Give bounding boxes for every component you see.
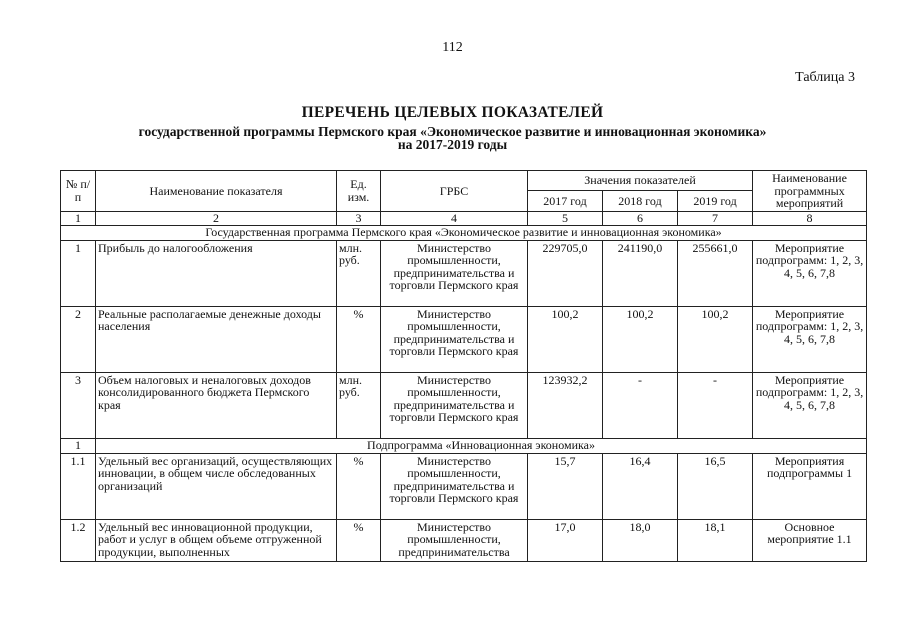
row-value-2019: 255661,0 (678, 240, 753, 306)
section-subprogram-title: Подпрограмма «Инновационная экономика» (96, 438, 867, 453)
table-row (61, 240, 867, 306)
col-number: 4 (381, 211, 528, 225)
row-value-2018: - (603, 372, 678, 438)
row-value-2018: 16,4 (603, 453, 678, 519)
row-unit: % (337, 453, 381, 519)
header-year-2019: 2019 год (678, 191, 753, 211)
table-row (61, 372, 867, 438)
col-number: 5 (528, 211, 603, 225)
row-num: 2 (61, 306, 96, 372)
column-number-row (61, 211, 867, 225)
row-grbs: Министерство промышленности, предпринимательства (381, 519, 528, 561)
subtitle-line-2: на 2017-2019 годы (397, 137, 508, 152)
section-program-title: Государственная программа Пермского края «Экономическое развитие и инновационная экономика» (61, 225, 867, 240)
row-value-2017: 100,2 (528, 306, 603, 372)
row-name: Удельный вес организаций, осуществляющих инновации, в общем числе обследованных организаций (96, 453, 337, 519)
subtitle-line-1: государственной программы Пермского края «Экономическое развитие и инновационная экономика» (138, 124, 767, 139)
row-events: Мероприятия подпрограммы 1 (753, 453, 867, 519)
col-number: 7 (678, 211, 753, 225)
header-values: Значения показателей (528, 171, 753, 191)
header-unit: Ед. изм. (337, 171, 381, 212)
row-unit: % (337, 306, 381, 372)
row-value-2018: 241190,0 (603, 240, 678, 306)
col-number: 6 (603, 211, 678, 225)
header-grbs: ГРБС (381, 171, 528, 212)
page-number: 112 (442, 40, 463, 55)
row-name: Объем налоговых и неналоговых доходов консолидированного бюджета Пермского края (96, 372, 337, 438)
col-number: 8 (753, 211, 867, 225)
row-value-2017: 123932,2 (528, 372, 603, 438)
row-grbs: Министерство промышленности, предпринимательства и торговли Пермского края (381, 240, 528, 306)
header-name: Наименование показателя (96, 171, 337, 212)
row-name: Прибыль до налогообложения (96, 240, 337, 306)
table-label: Таблица 3 (795, 70, 855, 85)
header-row-1 (61, 171, 867, 191)
row-grbs: Министерство промышленности, предпринимательства и торговли Пермского края (381, 453, 528, 519)
indicators-table (60, 170, 867, 562)
section-subprogram-num: 1 (61, 438, 96, 453)
table-row (61, 306, 867, 372)
header-events: Наименование программных мероприятий (753, 171, 867, 212)
table-row (61, 453, 867, 519)
row-num: 1 (61, 240, 96, 306)
col-number: 2 (96, 211, 337, 225)
row-name: Удельный вес инновационной продукции, работ и услуг в общем объеме отгруженной продукции, выполненных (96, 519, 337, 561)
row-value-2017: 229705,0 (528, 240, 603, 306)
row-name: Реальные располагаемые денежные доходы населения (96, 306, 337, 372)
header-year-2017: 2017 год (528, 191, 603, 211)
row-value-2019: - (678, 372, 753, 438)
row-events: Мероприятие подпрограмм: 1, 2, 3, 4, 5, 6, 7,8 (753, 372, 867, 438)
row-num: 1.1 (61, 453, 96, 519)
table-row (61, 519, 867, 561)
row-value-2017: 15,7 (528, 453, 603, 519)
document-subtitle (0, 125, 905, 151)
header-num: № п/п (61, 171, 96, 212)
row-value-2019: 18,1 (678, 519, 753, 561)
row-unit: млн. руб. (337, 372, 381, 438)
row-events: Мероприятие подпрограмм: 1, 2, 3, 4, 5, 6, 7,8 (753, 306, 867, 372)
row-unit: % (337, 519, 381, 561)
row-grbs: Министерство промышленности, предпринимательства и торговли Пермского края (381, 372, 528, 438)
row-grbs: Министерство промышленности, предпринимательства и торговли Пермского края (381, 306, 528, 372)
section-row-subprogram (61, 438, 867, 453)
col-number: 1 (61, 211, 96, 225)
row-value-2018: 100,2 (603, 306, 678, 372)
row-unit: млн. руб. (337, 240, 381, 306)
row-value-2019: 16,5 (678, 453, 753, 519)
row-value-2018: 18,0 (603, 519, 678, 561)
row-num: 3 (61, 372, 96, 438)
section-row-program (61, 225, 867, 240)
document-title: ПЕРЕЧЕНЬ ЦЕЛЕВЫХ ПОКАЗАТЕЛЕЙ (301, 104, 604, 121)
row-value-2017: 17,0 (528, 519, 603, 561)
col-number: 3 (337, 211, 381, 225)
row-events: Мероприятие подпрограмм: 1, 2, 3, 4, 5, 6, 7,8 (753, 240, 867, 306)
row-events: Основное мероприятие 1.1 (753, 519, 867, 561)
row-value-2019: 100,2 (678, 306, 753, 372)
row-num: 1.2 (61, 519, 96, 561)
header-year-2018: 2018 год (603, 191, 678, 211)
